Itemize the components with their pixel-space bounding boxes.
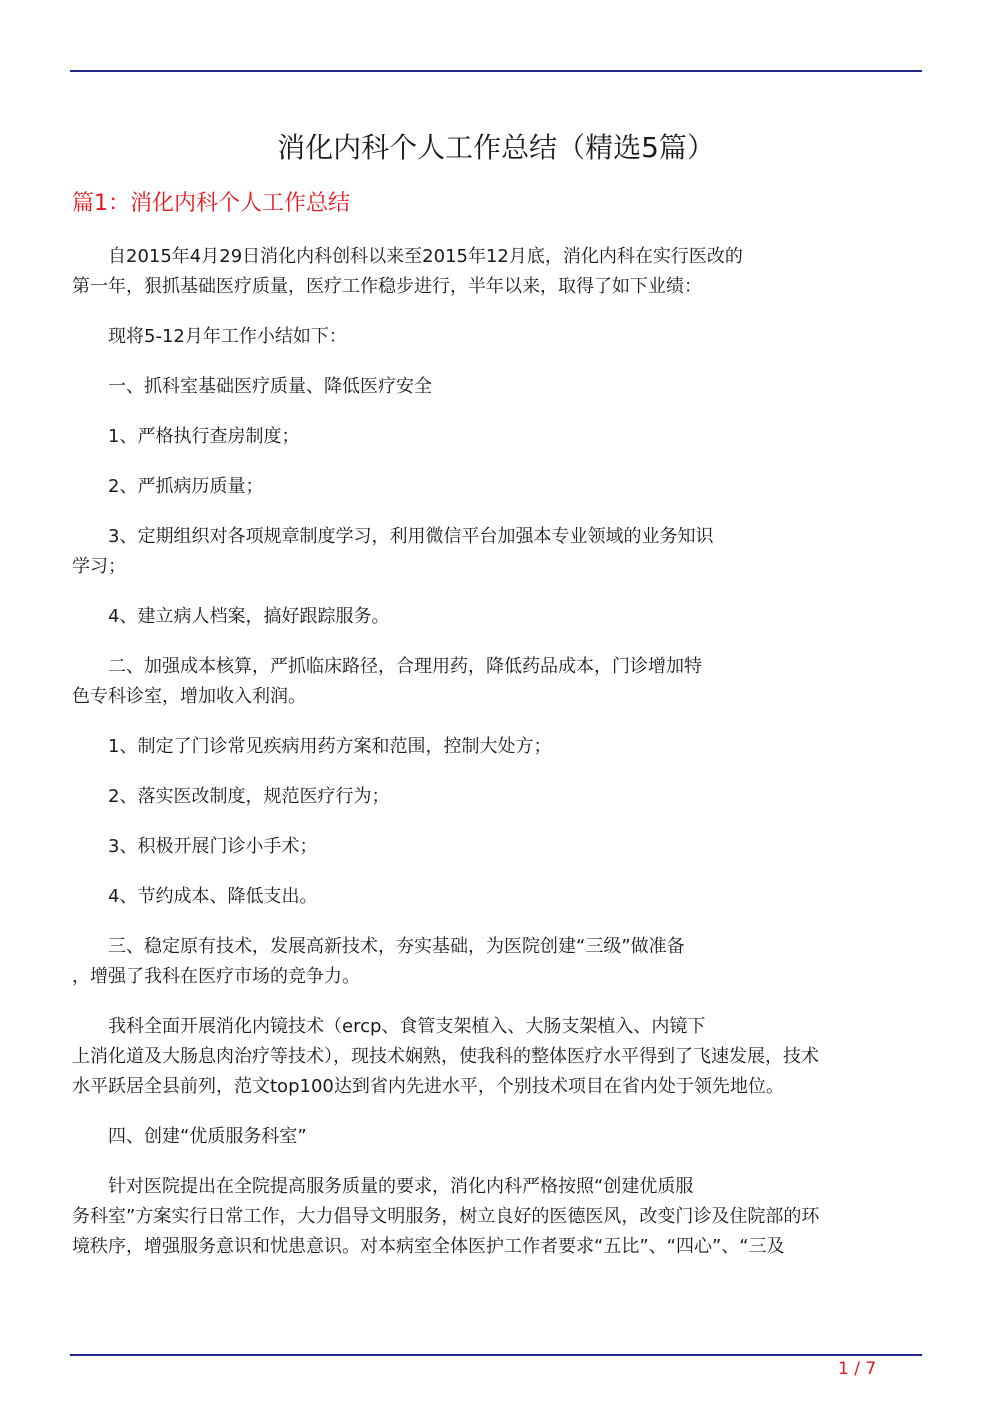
document-title: 消化内科个人工作总结（精选5篇）	[277, 131, 715, 164]
paragraph-line: 境秩序，增强服务意识和忧患意识。对本病室全体医护工作者要求“五比”、“四心”、“三及	[72, 1236, 785, 1257]
paragraph-first-line: 2、严抓病历质量；	[108, 476, 264, 497]
paragraph-first-line: 针对医院提出在全院提高服务质量的要求，消化内科严格按照“创建优质服	[108, 1176, 694, 1197]
paragraph-first-line: 二、加强成本核算，严抓临床路径，合理用药，降低药品成本，门诊增加特	[108, 656, 702, 677]
paragraph-line: 上消化道及大肠息肉治疗等技术），现技术娴熟，使我科的整体医疗水平得到了飞速发展，技术	[72, 1046, 819, 1067]
paragraph-line: 色专科诊室，增加收入利润。	[72, 686, 306, 707]
paragraph-first-line: 3、定期组织对各项规章制度学习，利用微信平台加强本专业领域的业务知识	[108, 526, 714, 547]
paragraph	[72, 1012, 912, 1102]
paragraph-first-line: 自2015年4月29日消化内科创科以来至2015年12月底，消化内科在实行医改的	[108, 246, 743, 267]
paragraph-first-line: 4、节约成本、降低支出。	[108, 886, 318, 907]
paragraph	[72, 1172, 912, 1262]
paragraph	[72, 322, 912, 352]
paragraph	[72, 472, 912, 502]
paragraph-first-line: 我科全面开展消化内镜技术（ercp、食管支架植入、大肠支架植入、内镜下	[108, 1016, 706, 1037]
paragraph	[72, 522, 912, 582]
paragraph-first-line: 三、稳定原有技术，发展高新技术，夯实基础，为医院创建“三级”做准备	[108, 936, 685, 957]
paragraph-line: 学习；	[72, 556, 126, 577]
header-rule	[70, 70, 922, 72]
paragraph-line: ，增强了我科在医疗市场的竞争力。	[72, 966, 360, 987]
footer-rule	[70, 1354, 922, 1356]
paragraph	[72, 832, 912, 862]
paragraph	[72, 652, 912, 712]
paragraph-first-line: 2、落实医改制度，规范医疗行为；	[108, 786, 390, 807]
paragraph-line: 务科室”方案实行日常工作，大力倡导文明服务，树立良好的医德医风，改变门诊及住院部的环	[72, 1206, 820, 1227]
paragraph-first-line: 现将5-12月年工作小结如下：	[108, 326, 347, 347]
paragraph	[72, 782, 912, 812]
paragraph-first-line: 四、创建“优质服务科室”	[108, 1126, 307, 1147]
paragraph	[72, 242, 912, 302]
paragraph	[72, 372, 912, 402]
document-body	[72, 242, 912, 1282]
paragraph	[72, 602, 912, 632]
paragraph-first-line: 3、积极开展门诊小手术；	[108, 836, 318, 857]
paragraph-first-line: 一、抓科室基础医疗质量、降低医疗安全	[108, 376, 432, 397]
paragraph-first-line: 1、严格执行查房制度；	[108, 426, 300, 447]
paragraph-first-line: 4、建立病人档案，搞好跟踪服务。	[108, 606, 390, 627]
paragraph	[72, 1122, 912, 1152]
paragraph-line: 水平跃居全县前列，范文top100达到省内先进水平，个别技术项目在省内处于领先地位。	[72, 1076, 784, 1097]
paragraph-first-line: 1、制定了门诊常见疾病用药方案和范围，控制大处方；	[108, 736, 552, 757]
paragraph	[72, 422, 912, 452]
paragraph	[72, 882, 912, 912]
section-heading: 篇1：消化内科个人工作总结	[72, 191, 350, 216]
paragraph	[72, 932, 912, 992]
paragraph-line: 第一年，狠抓基础医疗质量，医疗工作稳步进行，半年以来，取得了如下业绩：	[72, 276, 702, 297]
paragraph	[72, 732, 912, 762]
page-number: 1 / 7	[838, 1359, 877, 1379]
